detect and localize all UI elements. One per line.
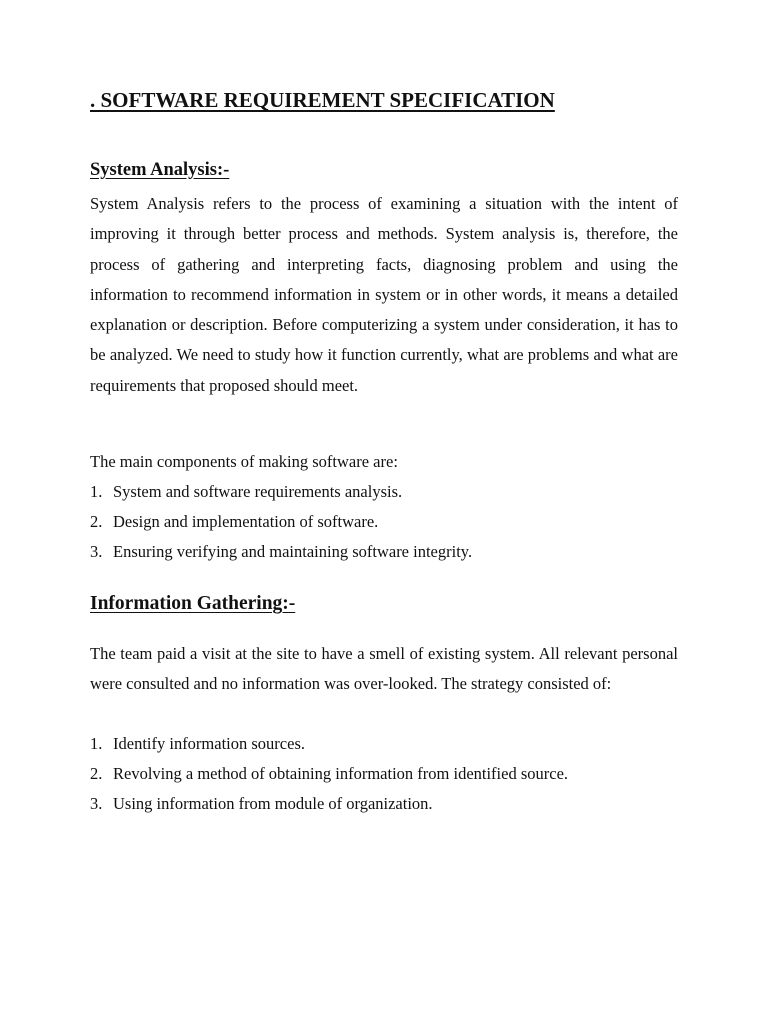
system-analysis-heading: System Analysis:- bbox=[90, 160, 230, 180]
list-number: 1. bbox=[90, 482, 103, 501]
list-item bbox=[90, 507, 378, 537]
document-title: . SOFTWARE REQUIREMENT SPECIFICATION bbox=[90, 88, 555, 112]
list-text: Using information from module of organization. bbox=[113, 794, 433, 813]
list-item bbox=[90, 729, 305, 759]
list-text: Revolving a method of obtaining information from identified source. bbox=[113, 764, 569, 783]
information-gathering-heading: Information Gathering:- bbox=[90, 593, 296, 614]
system-analysis-paragraph: System Analysis refers to the process of examining a situation with the intent of improving it through better process and methods. System analysis is, therefore, the process of gathering and interpreting facts, diagnosing problem and using the information to recommend information in system or in other words, it means a detailed explanation or description. Before computerizing a system under consideration, it has to be analyzed. We need to study how it function currently, what are problems and what are requirements that proposed should meet. bbox=[90, 194, 678, 395]
list-text: Identify information sources. bbox=[113, 734, 305, 753]
list-item bbox=[90, 759, 568, 789]
list-item bbox=[90, 477, 402, 507]
list-number: 1. bbox=[90, 734, 103, 753]
list-number: 2. bbox=[90, 512, 103, 531]
list-text: Design and implementation of software. bbox=[113, 512, 379, 531]
information-gathering-paragraph: The team paid a visit at the site to have a smell of existing system. All relevant personal were consulted and no information was over-looked. The strategy consisted of: bbox=[90, 644, 678, 694]
list-text: Ensuring verifying and maintaining software integrity. bbox=[113, 542, 473, 561]
list-item bbox=[90, 789, 433, 819]
list-text: System and software requirements analysis. bbox=[113, 482, 403, 501]
list-item bbox=[90, 537, 472, 567]
list-number: 3. bbox=[90, 794, 103, 813]
list-number: 2. bbox=[90, 764, 103, 783]
list-number: 3. bbox=[90, 542, 103, 561]
components-intro: The main components of making software are: bbox=[90, 452, 398, 471]
